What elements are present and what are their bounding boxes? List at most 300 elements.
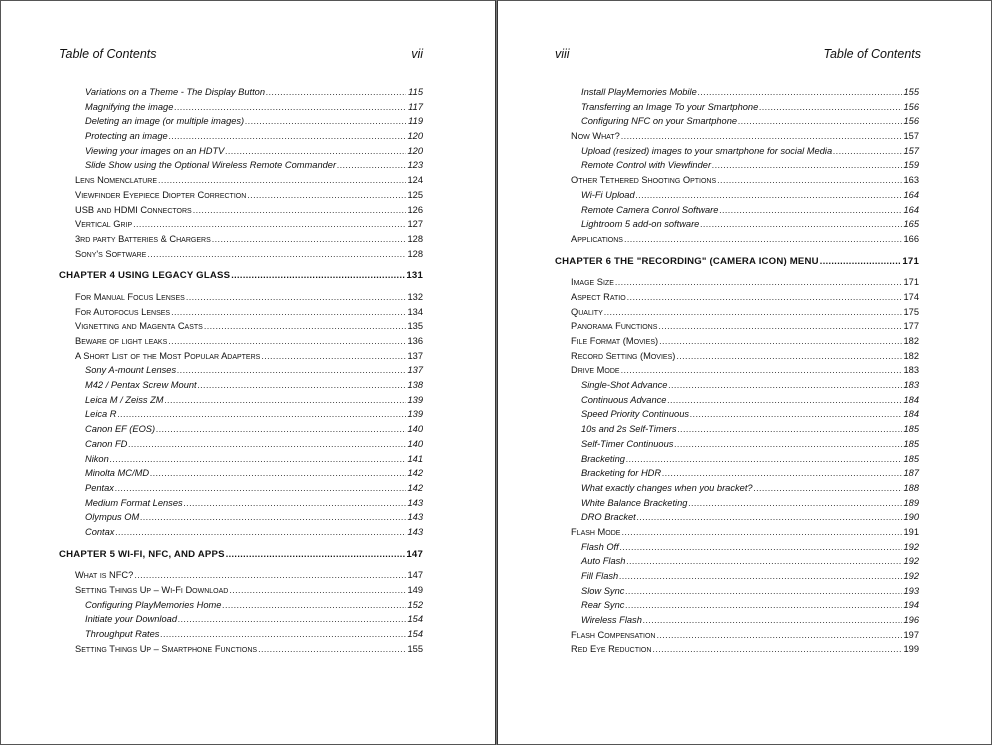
toc-entry-page: 142 — [407, 482, 423, 493]
dot-leader — [231, 268, 405, 283]
dot-leader — [620, 540, 902, 555]
toc-entry[interactable] — [59, 319, 423, 334]
toc-entry-page: 166 — [903, 233, 919, 244]
toc-chapter-entry[interactable] — [555, 254, 919, 269]
toc-entry-title: Flash Mode — [571, 526, 621, 537]
toc-entry[interactable] — [555, 452, 919, 467]
dot-leader — [656, 628, 902, 643]
toc-entry-page: 185 — [903, 438, 919, 449]
toc-entry-page: 192 — [903, 571, 919, 581]
toc-entry-page: 132 — [407, 291, 423, 302]
toc-entry-page: 177 — [903, 321, 919, 332]
toc-entry[interactable] — [59, 642, 423, 657]
toc-entry-page: 137 — [407, 365, 423, 376]
dot-leader — [229, 583, 406, 598]
toc-entry-title: Configuring NFC on your Smartphone — [581, 116, 738, 127]
toc-entry-title: Configuring PlayMemories Home — [85, 599, 222, 610]
toc-entry-title: Medium Format Lenses — [85, 497, 183, 508]
toc-entry-page: 119 — [408, 116, 423, 127]
dot-leader — [615, 275, 902, 290]
dot-leader — [177, 363, 406, 378]
toc-entry-title: Olympus OM — [85, 512, 140, 523]
toc-entry-page: 120 — [407, 131, 423, 142]
toc-entry-page: 164 — [903, 204, 919, 215]
dot-leader — [222, 598, 406, 613]
toc-entry[interactable] — [59, 407, 423, 422]
toc-entry-title: Now What? — [571, 131, 620, 142]
toc-entry[interactable] — [59, 496, 423, 511]
toc-entry-title: Canon EF (EOS) — [85, 424, 156, 435]
toc-entry-title: For Manual Focus Lenses — [75, 291, 185, 302]
toc-entry[interactable] — [555, 628, 919, 643]
toc-entry-title: Wireless Flash — [581, 615, 642, 626]
dot-leader — [820, 254, 902, 269]
dot-leader — [719, 203, 902, 218]
toc-entry[interactable] — [555, 290, 919, 305]
toc-entry[interactable] — [59, 129, 423, 144]
toc-entry-page: 155 — [407, 643, 423, 654]
toc-entry-page: 131 — [406, 270, 423, 282]
toc-entry-page: 184 — [903, 394, 919, 405]
toc-entry[interactable] — [59, 173, 423, 188]
dot-leader — [118, 407, 406, 422]
toc-entry-title: Drive Mode — [571, 365, 620, 376]
dot-leader — [115, 525, 406, 540]
toc-entry-title: What is NFC? — [75, 570, 134, 581]
toc-entry[interactable] — [555, 85, 919, 100]
toc-entry-page: 199 — [903, 644, 919, 655]
dot-leader — [258, 642, 406, 657]
toc-entry[interactable] — [555, 466, 919, 481]
toc-entry-page: 143 — [407, 497, 423, 508]
toc-entry-title: Canon FD — [85, 438, 128, 449]
toc-entry[interactable] — [555, 144, 919, 159]
dot-leader — [643, 613, 902, 628]
page-number: viii — [555, 47, 570, 61]
toc-entry-page: 190 — [903, 512, 919, 523]
dot-leader — [627, 290, 902, 305]
dot-leader — [247, 188, 406, 203]
toc-entry-title: Viewfinder Eyepiece Diopter Correction — [75, 189, 247, 200]
toc-entry[interactable] — [555, 378, 919, 393]
toc-entry-title: Leica M / Zeiss ZM — [85, 394, 164, 405]
toc-entry[interactable] — [555, 598, 919, 613]
toc-entry-page: 165 — [903, 219, 919, 230]
toc-entry-title: Upload (resized) images to your smartphone for social Media — [581, 145, 833, 156]
toc-entry-page: 191 — [903, 526, 919, 537]
toc-entry-page: 157 — [903, 131, 919, 142]
toc-entry-page: 174 — [903, 291, 919, 302]
dot-leader — [204, 319, 406, 334]
toc-entry-title: Install PlayMemories Mobile — [581, 87, 697, 97]
dot-leader — [245, 114, 406, 129]
dot-leader — [637, 510, 902, 525]
toc-entry-page: 189 — [903, 497, 919, 508]
toc-entry[interactable] — [59, 525, 423, 540]
dot-leader — [668, 378, 902, 393]
dot-leader — [667, 393, 902, 408]
toc-entry[interactable] — [59, 158, 423, 173]
toc-entry-title: Wi-Fi Upload — [581, 189, 635, 200]
dot-leader — [198, 378, 406, 393]
toc-entry-title: Continuous Advance — [581, 394, 667, 405]
toc-entry[interactable] — [59, 144, 423, 159]
toc-entry-title: Viewing your images on an HDTV — [85, 145, 225, 156]
toc-entry-page: 152 — [407, 599, 423, 610]
dot-leader — [225, 144, 406, 159]
toc-entry-title: Aspect Ratio — [571, 291, 626, 302]
toc-entry[interactable] — [59, 114, 423, 129]
toc-entry-title: Transferring an Image To your Smartphone — [581, 101, 759, 112]
dot-leader — [712, 158, 902, 173]
toc-entry-title: Speed Priority Continuous — [581, 409, 690, 420]
dot-leader — [266, 85, 406, 100]
toc-entry-page: 127 — [407, 219, 423, 230]
toc-entry-title: CHAPTER 5 WI-FI, NFC, AND APPS — [59, 548, 225, 560]
toc-entry-title: Rear Sync — [581, 600, 625, 611]
toc-entry-title: Sony's Software — [75, 248, 147, 259]
toc-entry-page: 193 — [903, 585, 919, 596]
toc-entry[interactable] — [555, 540, 919, 555]
dot-leader — [652, 642, 902, 657]
toc-entry[interactable] — [59, 100, 423, 115]
toc-entry[interactable] — [555, 569, 919, 584]
toc-entry-title: Setting Things Up – Wi-Fi Download — [75, 585, 229, 595]
toc-entry[interactable] — [59, 422, 423, 437]
toc-entry-page: 139 — [407, 394, 423, 405]
toc-entry-page: 157 — [903, 145, 919, 156]
dot-leader — [133, 217, 406, 232]
toc-entry[interactable] — [59, 349, 423, 364]
toc-entry[interactable] — [555, 203, 919, 218]
page-number: vii — [411, 47, 423, 61]
dot-leader — [717, 173, 902, 188]
toc-entry-title: Single-Shot Advance — [581, 380, 668, 391]
toc-entry[interactable] — [555, 642, 919, 657]
toc-entry[interactable] — [555, 554, 919, 569]
toc-entry[interactable] — [59, 437, 423, 452]
toc-entry[interactable] — [59, 627, 423, 642]
toc-entry-title: M42 / Pentax Screw Mount — [85, 380, 197, 391]
dot-leader — [140, 510, 406, 525]
toc-entry-page: 197 — [903, 629, 919, 640]
toc-entry[interactable] — [555, 114, 919, 129]
dot-leader — [662, 466, 902, 481]
toc-entry-page: 156 — [903, 116, 919, 127]
toc-entry-title: What exactly changes when you bracket? — [581, 482, 753, 493]
dot-leader — [212, 232, 406, 247]
toc-entry[interactable] — [555, 305, 919, 320]
toc-entry-page: 147 — [407, 570, 423, 581]
toc-list — [555, 85, 919, 657]
toc-entry-title: Lens Nomenclature — [75, 175, 158, 186]
dot-leader — [158, 173, 406, 188]
toc-entry-title: Remote Control with Viewfinder — [581, 160, 712, 171]
toc-entry-page: 137 — [407, 350, 423, 361]
toc-entry-page: 142 — [407, 468, 423, 479]
toc-entry-page: 138 — [407, 380, 423, 391]
dot-leader — [674, 437, 902, 452]
toc-entry-title: Flash Compensation — [571, 629, 656, 640]
toc-entry-page: 175 — [903, 306, 919, 317]
toc-entry[interactable] — [555, 232, 919, 247]
toc-entry-page: 124 — [407, 175, 423, 186]
toc-entry-title: File Format (Movies) — [571, 336, 659, 346]
toc-entry[interactable] — [59, 305, 423, 320]
dot-leader — [754, 481, 902, 496]
dot-leader — [156, 422, 406, 437]
toc-entry-title: Sony A-mount Lenses — [85, 365, 177, 376]
toc-entry-page: 194 — [903, 600, 919, 611]
dot-leader — [738, 114, 902, 129]
toc-entry-page: 164 — [903, 189, 919, 200]
toc-entry-page: 182 — [903, 350, 919, 361]
toc-entry-title: Bracketing for HDR — [581, 468, 662, 479]
toc-entry[interactable] — [555, 510, 919, 525]
toc-entry-page: 163 — [903, 175, 919, 186]
toc-entry-title: Applications — [571, 233, 623, 244]
toc-entry-title: CHAPTER 6 THE "RECORDING" (CAMERA ICON) MENU — [555, 255, 819, 267]
toc-entry-page: 126 — [407, 204, 423, 215]
toc-entry-page: 187 — [903, 468, 919, 479]
dot-leader — [165, 393, 406, 408]
toc-entry-title: Throughput Rates — [85, 629, 160, 640]
toc-entry[interactable] — [59, 378, 423, 393]
toc-entry-page: 139 — [407, 409, 423, 420]
toc-entry[interactable] — [59, 203, 423, 218]
toc-entry-page: 147 — [406, 548, 423, 560]
toc-entry-title: 10s and 2s Self-Timers — [581, 424, 677, 435]
toc-entry-page: 140 — [407, 424, 423, 435]
dot-leader — [658, 319, 902, 334]
toc-entry-page: 196 — [903, 615, 919, 626]
dot-leader — [626, 554, 902, 569]
toc-entry[interactable] — [59, 290, 423, 305]
toc-entry-page: 115 — [408, 87, 423, 97]
dot-leader — [169, 129, 406, 144]
toc-entry[interactable] — [59, 568, 423, 583]
toc-entry-title: For Autofocus Lenses — [75, 306, 171, 317]
toc-entry[interactable] — [555, 363, 919, 378]
dot-leader — [688, 496, 902, 511]
toc-entry[interactable] — [59, 85, 423, 100]
toc-entry-page: 134 — [407, 306, 423, 317]
dot-leader — [659, 334, 902, 349]
dot-leader — [115, 481, 406, 496]
toc-entry[interactable] — [555, 158, 919, 173]
toc-entry[interactable] — [555, 584, 919, 599]
toc-entry-title: Bracketing — [581, 453, 625, 464]
toc-entry-page: 125 — [407, 189, 423, 200]
toc-entry-page: 182 — [903, 336, 919, 346]
toc-entry[interactable] — [555, 173, 919, 188]
toc-entry-page: 128 — [407, 248, 423, 259]
toc-entry-title: A Short List of the Most Popular Adapters — [75, 350, 261, 361]
dot-leader — [624, 232, 902, 247]
dot-leader — [604, 305, 902, 320]
dot-leader — [337, 158, 406, 173]
toc-entry-title: Quality — [571, 306, 603, 317]
toc-entry-page: 149 — [407, 585, 423, 595]
toc-entry-page: 117 — [408, 101, 423, 112]
dot-leader — [621, 129, 902, 144]
toc-entry-page: 141 — [407, 453, 423, 464]
toc-entry-page: 171 — [902, 255, 919, 267]
dot-leader — [134, 568, 406, 583]
toc-entry[interactable] — [555, 129, 919, 144]
toc-entry[interactable] — [555, 481, 919, 496]
dot-leader — [128, 437, 406, 452]
toc-entry-page: 136 — [407, 336, 423, 346]
toc-entry-title: Deleting an image (or multiple images) — [85, 116, 245, 127]
toc-entry-page: 128 — [407, 233, 423, 244]
dot-leader — [184, 496, 406, 511]
toc-entry[interactable] — [555, 393, 919, 408]
toc-entry-page: 183 — [903, 365, 919, 376]
toc-entry-page: 135 — [407, 321, 423, 332]
toc-entry-title: Magnifying the image — [85, 101, 174, 112]
toc-entry-title: Slide Show using the Optional Wireless Remote Commander — [85, 160, 337, 171]
toc-entry[interactable] — [59, 188, 423, 203]
toc-entry-title: Lightroom 5 add-on software — [581, 219, 700, 230]
toc-entry[interactable] — [555, 334, 919, 349]
dot-leader — [110, 452, 406, 467]
toc-entry-title: Flash Off — [581, 541, 619, 552]
toc-entry[interactable] — [59, 481, 423, 496]
toc-entry[interactable] — [555, 100, 919, 115]
dot-leader — [690, 407, 902, 422]
toc-entry-title: Image Size — [571, 277, 614, 288]
toc-entry-title: Nikon — [85, 453, 109, 464]
toc-entry-page: 184 — [903, 409, 919, 420]
dot-leader — [833, 144, 902, 159]
toc-entry-page: 159 — [903, 160, 919, 171]
dot-leader — [621, 525, 902, 540]
dot-leader — [678, 422, 902, 437]
toc-entry[interactable] — [59, 232, 423, 247]
toc-entry-title: Setting Things Up – Smartphone Functions — [75, 643, 258, 654]
dot-leader — [636, 188, 902, 203]
toc-entry-page: 171 — [903, 277, 919, 288]
dot-leader — [700, 217, 902, 232]
toc-entry-page: 155 — [903, 87, 919, 97]
toc-entry[interactable] — [555, 525, 919, 540]
toc-list — [59, 85, 423, 656]
toc-entry[interactable] — [555, 422, 919, 437]
toc-entry[interactable] — [59, 452, 423, 467]
toc-entry[interactable] — [59, 598, 423, 613]
toc-entry[interactable] — [59, 466, 423, 481]
toc-entry-title: Variations on a Theme - The Display Button — [85, 87, 265, 97]
toc-entry[interactable] — [555, 349, 919, 364]
toc-entry-title: White Balance Bracketing — [581, 497, 688, 508]
toc-entry[interactable] — [59, 217, 423, 232]
toc-entry-title: CHAPTER 4 USING LEGACY GLASS — [59, 270, 231, 282]
toc-chapter-entry[interactable] — [59, 268, 423, 283]
toc-entry-title: Vertical Grip — [75, 219, 133, 230]
toc-entry-page: 120 — [407, 145, 423, 156]
dot-leader — [174, 100, 406, 115]
toc-entry-page: 143 — [407, 526, 423, 537]
toc-entry-title: Red Eye Reduction — [571, 644, 652, 655]
toc-chapter-entry[interactable] — [59, 547, 423, 562]
dot-leader — [160, 627, 406, 642]
toc-entry-page: 123 — [407, 160, 423, 171]
dot-leader — [171, 305, 406, 320]
dot-leader — [759, 100, 902, 115]
toc-entry[interactable] — [555, 407, 919, 422]
toc-entry-title: Leica R — [85, 409, 117, 420]
dot-leader — [698, 85, 902, 100]
toc-entry[interactable] — [59, 583, 423, 598]
toc-entry[interactable] — [555, 217, 919, 232]
toc-entry-page: 185 — [903, 453, 919, 464]
toc-entry-title: Vignetting and Magenta Casts — [75, 321, 203, 332]
toc-entry-title: Minolta MC/MD — [85, 468, 150, 479]
toc-entry[interactable] — [59, 334, 423, 349]
toc-entry-title: 3rd party Batteries & Chargers — [75, 233, 211, 244]
toc-entry-title: Contax — [85, 526, 115, 537]
toc-entry[interactable] — [555, 437, 919, 452]
running-header-title: Table of Contents — [823, 47, 921, 61]
toc-entry-title: DRO Bracket — [581, 512, 636, 523]
dot-leader — [226, 547, 406, 562]
dot-leader — [147, 247, 406, 262]
dot-leader — [178, 612, 406, 627]
toc-entry-title: Protecting an image — [85, 131, 168, 142]
toc-entry-title: Initiate your Download — [85, 614, 177, 625]
dot-leader — [676, 349, 902, 364]
toc-entry-title: Beware of light leaks — [75, 336, 168, 346]
toc-entry-page: 192 — [903, 541, 919, 552]
dot-leader — [625, 584, 902, 599]
dot-leader — [625, 598, 902, 613]
running-header-title: Table of Contents — [59, 47, 157, 61]
toc-entry-page: 185 — [903, 424, 919, 435]
toc-entry[interactable] — [555, 188, 919, 203]
toc-entry-title: Remote Camera Conrol Software — [581, 204, 719, 215]
dot-leader — [261, 349, 406, 364]
toc-entry[interactable] — [59, 393, 423, 408]
toc-entry-page: 140 — [407, 438, 423, 449]
toc-entry-title: Fill Flash — [581, 571, 619, 581]
toc-entry-page: 143 — [407, 512, 423, 523]
right-page — [497, 0, 992, 745]
dot-leader — [619, 569, 902, 584]
toc-entry[interactable] — [555, 319, 919, 334]
toc-entry[interactable] — [59, 247, 423, 262]
toc-entry[interactable] — [59, 363, 423, 378]
toc-entry-page: 154 — [407, 614, 423, 625]
toc-entry-title: Record Setting (Movies) — [571, 350, 676, 361]
toc-entry-title: Auto Flash — [581, 556, 626, 567]
dot-leader — [193, 203, 406, 218]
dot-leader — [168, 334, 406, 349]
toc-entry[interactable] — [59, 510, 423, 525]
toc-entry-title: Self-Timer Continuous — [581, 438, 674, 449]
toc-entry[interactable] — [59, 612, 423, 627]
toc-entry-title: Pentax — [85, 482, 114, 493]
toc-entry-page: 156 — [903, 101, 919, 112]
toc-entry[interactable] — [555, 275, 919, 290]
toc-entry-page: 188 — [903, 482, 919, 493]
toc-entry-title: Panorama Functions — [571, 321, 658, 332]
toc-entry[interactable] — [555, 496, 919, 511]
toc-entry[interactable] — [555, 613, 919, 628]
dot-leader — [150, 466, 406, 481]
dot-leader — [621, 363, 902, 378]
toc-entry-title: USB and HDMI Connectors — [75, 204, 192, 215]
